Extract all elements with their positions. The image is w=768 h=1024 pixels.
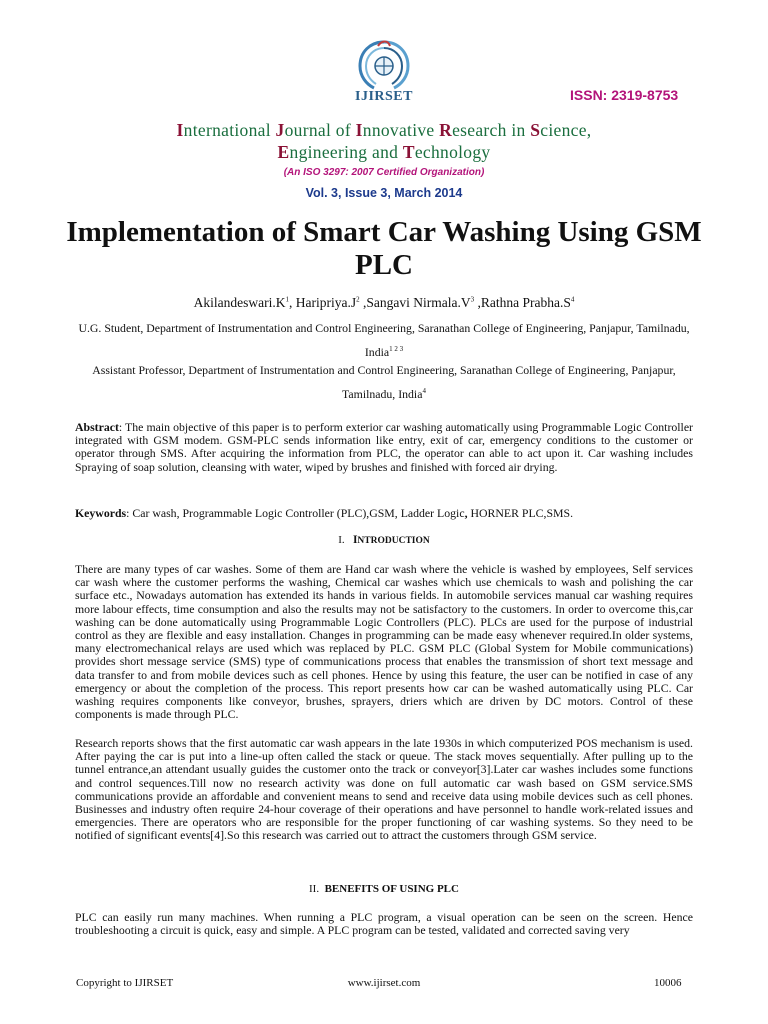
body-paragraph: There are many types of car washes. Some of them are Hand car wash where the vehicle is washed by employees, Self services car wash where the customer performs the washing, Chemical car washes which use chemicals to wash and polishing the car surface etc., Nowadays automation has extended its hands in various fields. In automobile services manual car washing requires more labour effects, time consumption and also the results may not be satisfactory to the customers. In order to overcome this,car washing can be done automatically using Programmable Logic Controllers (PLC). PLCs are used for the purpose of industrial control as they are flexible and easy installation. Changes in programming can be made easy whenever required.In older systems, many electromechanical relays are used which was replaced by PLC. GSM PLC (Global System for Mobile communications) provides short message service (SMS) type of communications process that enables the transmission of short text message and data transfer to and from mobile devices such as cell phones. Hence by using this feature, the user can be notified in case of any emergency or about the completion of the process. This report presents how car can be washed automatically using PLC. Car washing requires components like conveyor, brushes, sprayers, driers which are driven by DC motors. Control of these components is made through PLC. (75, 562, 693, 722)
abstract-label: Abstract (75, 420, 119, 434)
author: Rathna Prabha.S (480, 295, 571, 310)
keywords-label: Keywords (75, 506, 127, 520)
author: Haripriya.J (295, 295, 357, 310)
body-paragraph: Research reports shows that the first automatic car wash appears in the late 1930s in which computerized POS mechanism is used. After paying the car is put into a line-up often called the stack or queue. The stack moves sequentially. After pulling up to the tunnel entrance,an attendant usually guides the customer onto the track or conveyor[3].Later car washes includes some functions and control sequences.Till now no research activity was done on full automatic car wash based on GSM service.SMS communications provide an affordable and convenient means to send and receive data using mobile devices such as cell phones. Businesses and industry often require 24-hour coverage of their operations and have personnel to handle work-related issues and emergencies. There are operators who are responsible for the proper functioning of car washing systems. So they need to be notified of significant events[4].So this research was carried out to attract the customers through GSM service. (75, 736, 693, 843)
volume-issue: Vol. 3, Issue 3, March 2014 (305, 186, 463, 200)
footer-page-number: 10006 (654, 977, 682, 989)
footer-copyright: Copyright to IJIRSET (76, 977, 174, 989)
body-paragraph: PLC can easily run many machines. When running a PLC program, a visual operation can be seen on the screen. Hence troubleshooting a circuit is quick, easy and simple. A PLC program can be tested, validated and corrected saving very (75, 910, 693, 938)
footer-website: www.ijirset.com (347, 977, 421, 989)
affiliation-professor: Assistant Professor, Department of Instrumentation and Control Engineering, Saranathan College of Engineering, Panjapur, Tamilnadu, India$^4$ (92, 363, 676, 401)
abstract: Abstract: The main objective of this paper is to perform exterior car washing automatically using Programmable Logic Controller integrated with GSM modem. GSM-PLC sends information like entry, exit of car, emergency conditions to the customer or operator through SMS. After acquiring the information from PLC, the operator can able to act upon it. Car washing includes Spraying of soap solution, cleansing with water, wiped by brushes and finished with forced air drying. (75, 420, 693, 474)
author: Sangavi Nirmala.V (366, 295, 471, 310)
author-list: $Akilandeswari.K^1$, $Haripriya.J^2$ ,Sangavi $Nirmala.V^3$ ,Rathna $Prabha.S^4$ (193, 295, 575, 310)
section-heading-benefits: II. BENEFITS OF USING PLC (309, 883, 459, 895)
affiliation-students: U.G. Student, Department of Instrumentation and Control Engineering, Saranathan College of Engineering, Panjapur, Tamilnadu, India$^{1 2 3}$ (78, 321, 690, 359)
iso-certification: (An ISO 3297: 2007 Certified Organization) (283, 167, 485, 178)
paper-title: Implementation of Smart Car Washing Using GSM PLC (66, 216, 702, 281)
keywords: Keywords: Car wash, Programmable Logic Controller (PLC),GSM, Ladder Logic, HORNER PLC,SMS. (75, 506, 574, 520)
section-heading-introduction: I. INTRODUCTION (338, 534, 430, 546)
issn-number: ISSN: 2319-8753 (570, 87, 679, 103)
journal-name-line2: Engineering and Technology (277, 142, 491, 162)
journal-name-line1: International Journal of Innovative Research in Science, (176, 120, 592, 140)
logo-text: IJIRSET (355, 89, 413, 104)
author: Akilandeswari.K (193, 295, 286, 310)
